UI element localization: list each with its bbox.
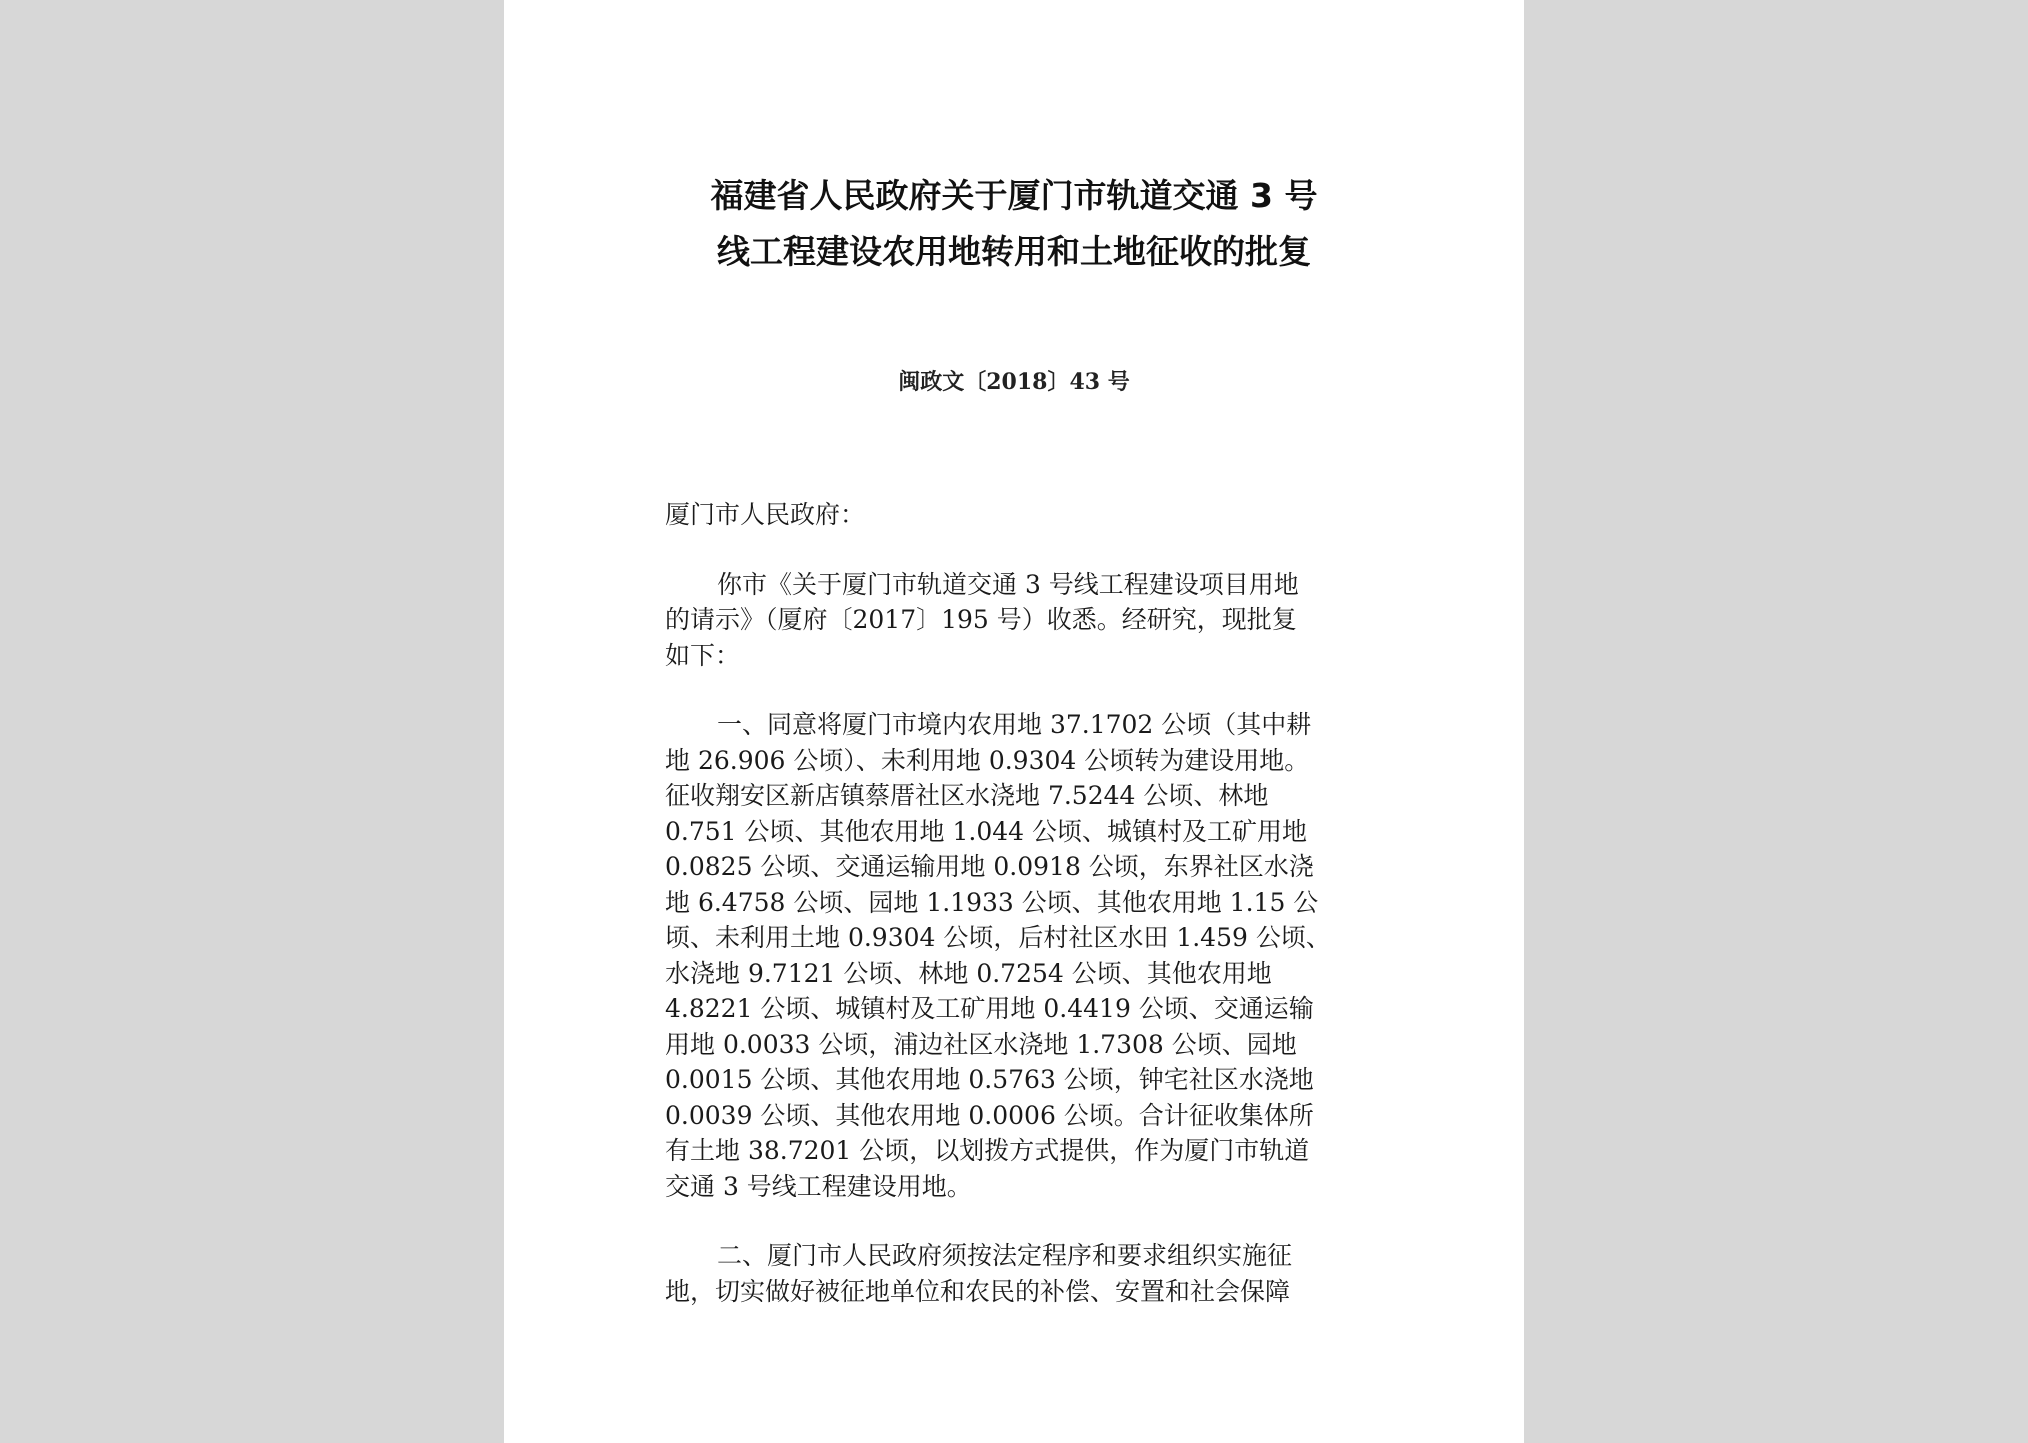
- paragraph-line: 地，切实做好被征地单位和农民的补偿、安置和社会保障: [665, 1276, 1291, 1306]
- paragraph-intro: [665, 567, 1365, 674]
- paragraph-line: 0.0039 公顷、其他农用地 0.0006 公顷。合计征收集体所: [665, 1100, 1314, 1130]
- paragraph-line: 二、厦门市人民政府须按法定程序和要求组织实施征: [717, 1241, 1293, 1270]
- document-body: [665, 497, 1365, 1309]
- paragraph-line: 0.751 公顷、其他农用地 1.044 公顷、城镇村及工矿用地: [665, 816, 1307, 846]
- paragraph-line: 征收翔安区新店镇蔡厝社区水浇地 7.5244 公顷、林地: [665, 781, 1269, 810]
- paragraph-item-2: [665, 1238, 1365, 1309]
- paragraph-line: 你市《关于厦门市轨道交通 3 号线工程建设项目用地: [717, 569, 1299, 599]
- paragraph-line: 地 26.906 公顷）、未利用地 0.9304 公顷转为建设用地。: [665, 745, 1310, 775]
- paragraph-line: 水浇地 9.7121 公顷、林地 0.7254 公顷、其他农用地: [665, 958, 1272, 988]
- paragraph-line: 4.8221 公顷、城镇村及工矿用地 0.4419 公顷、交通运输: [665, 994, 1314, 1023]
- paragraph-line: 有土地 38.7201 公顷，以划拨方式提供，作为厦门市轨道: [665, 1136, 1310, 1165]
- document-number: 闽政文〔2018〕43 号: [898, 369, 1130, 395]
- paragraph-line: 一、同意将厦门市境内农用地 37.1702 公顷（其中耕: [717, 710, 1312, 739]
- paragraph-line: 如下：: [665, 640, 741, 670]
- paragraph-line: 交通 3 号线工程建设用地。: [665, 1171, 972, 1201]
- salutation: 厦门市人民政府：: [665, 500, 866, 529]
- document-page: [504, 0, 1524, 1443]
- paragraph-line: 0.0825 公顷、交通运输用地 0.0918 公顷，东界社区水浇: [665, 852, 1314, 881]
- document-title: [504, 168, 1524, 280]
- paragraph-line: 地 6.4758 公顷、园地 1.1933 公顷、其他农用地 1.15 公: [665, 887, 1319, 917]
- paragraph-line: 0.0015 公顷、其他农用地 0.5763 公顷，钟宅社区水浇地: [665, 1065, 1314, 1094]
- title-line: 线工程建设农用地转用和土地征收的批复: [717, 232, 1311, 271]
- paragraph-line: 顷、未利用土地 0.9304 公顷，后村社区水田 1.459 公顷、: [665, 923, 1331, 952]
- paragraph-line: 用地 0.0033 公顷，浦边社区水浇地 1.7308 公顷、园地: [665, 1029, 1297, 1059]
- paragraph-line: 的请示》（厦府〔2017〕195 号）收悉。经研究，现批复: [665, 605, 1297, 634]
- title-line: 福建省人民政府关于厦门市轨道交通 3 号: [710, 176, 1318, 215]
- paragraph-item-1: [665, 707, 1365, 1204]
